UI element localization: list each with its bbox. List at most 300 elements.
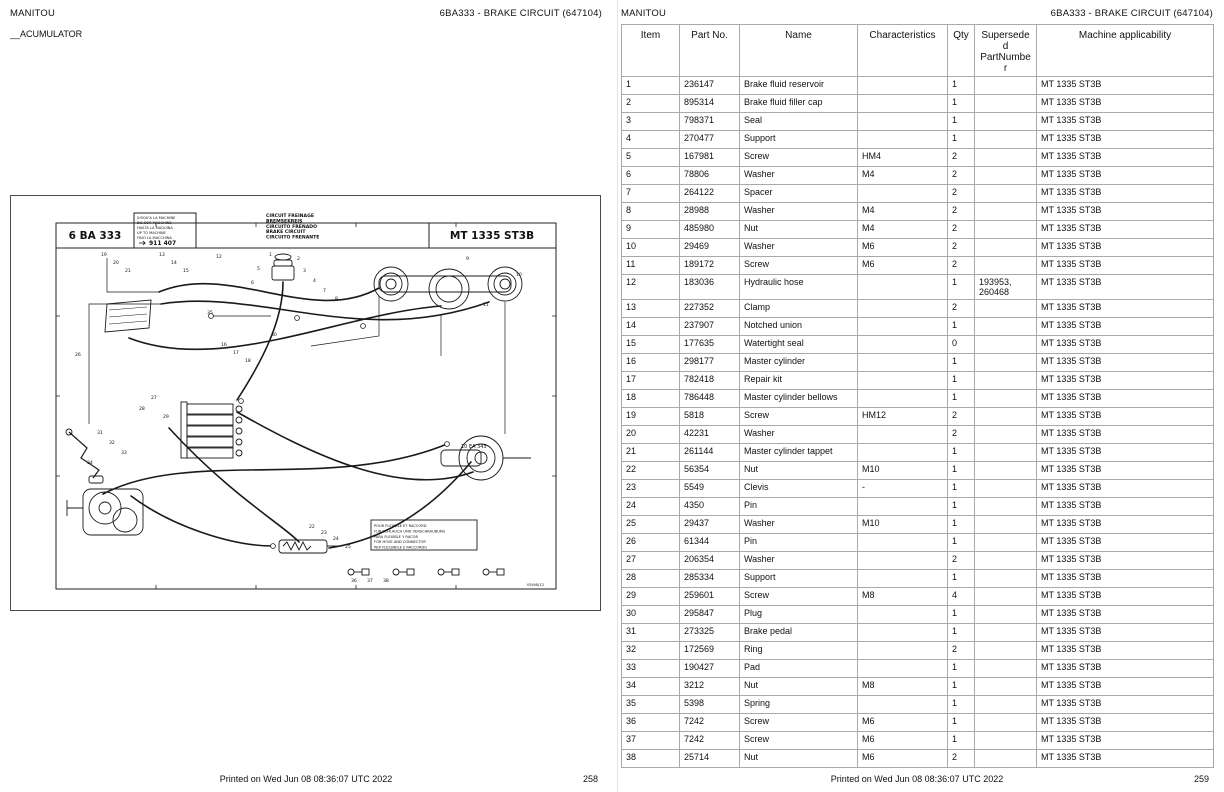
cell-part-no: 7242	[680, 714, 740, 732]
table-row	[622, 606, 1214, 624]
cell-qty: 2	[948, 221, 975, 239]
front-axle-figure	[374, 267, 522, 309]
table-row	[622, 318, 1214, 336]
cell-item: 11	[622, 257, 680, 275]
table-row	[622, 203, 1214, 221]
cell-qty: 1	[948, 516, 975, 534]
cell-item: 12	[622, 275, 680, 300]
cell-name: Nut	[740, 221, 858, 239]
cell-machine: MT 1335 ST3B	[1037, 131, 1214, 149]
cell-superseded	[975, 95, 1037, 113]
cell-qty: 1	[948, 354, 975, 372]
cell-machine: MT 1335 ST3B	[1037, 275, 1214, 300]
cell-characteristics: M4	[858, 203, 948, 221]
cell-characteristics: M6	[858, 257, 948, 275]
table-row	[622, 678, 1214, 696]
cell-characteristics	[858, 642, 948, 660]
cell-machine: MT 1335 ST3B	[1037, 149, 1214, 167]
cell-qty: 2	[948, 552, 975, 570]
parts-table-head	[622, 25, 1214, 77]
diagram-callout: 30	[271, 333, 277, 338]
cell-name: Screw	[740, 714, 858, 732]
cell-qty: 1	[948, 534, 975, 552]
table-row	[622, 534, 1214, 552]
diagram-callout: 18	[245, 359, 251, 364]
cell-characteristics	[858, 336, 948, 354]
cell-characteristics	[858, 300, 948, 318]
hose-lines	[103, 282, 489, 548]
cell-superseded	[975, 408, 1037, 426]
cell-superseded	[975, 642, 1037, 660]
cell-item: 14	[622, 318, 680, 336]
cell-superseded	[975, 131, 1037, 149]
serial-note-lines-line: JUSQU'A LA MACHINE	[137, 216, 176, 220]
cell-characteristics	[858, 275, 948, 300]
table-row	[622, 426, 1214, 444]
cell-item: 38	[622, 750, 680, 768]
doc-ref: 05/98/12	[527, 582, 545, 587]
cell-machine: MT 1335 ST3B	[1037, 732, 1214, 750]
cell-part-no: 786448	[680, 390, 740, 408]
cell-name: Screw	[740, 257, 858, 275]
cell-characteristics	[858, 131, 948, 149]
table-row	[622, 390, 1214, 408]
serial-note-lines-line: BIS DER MASCHINE	[137, 221, 172, 225]
cell-part-no: 261144	[680, 444, 740, 462]
cell-name: Ring	[740, 642, 858, 660]
cell-part-no: 895314	[680, 95, 740, 113]
serial-note-lines-line: FINO LA MACCHINA	[137, 236, 172, 240]
cell-characteristics: M4	[858, 167, 948, 185]
diagram-callout: 5	[257, 267, 260, 272]
cell-qty: 1	[948, 444, 975, 462]
cell-item: 26	[622, 534, 680, 552]
cell-characteristics	[858, 552, 948, 570]
pipe-lines	[89, 258, 505, 434]
col-superseded: Superseded PartNumber	[975, 25, 1037, 77]
table-row	[622, 354, 1214, 372]
diagram-code: 6 BA 333	[68, 230, 122, 242]
cell-qty: 1	[948, 570, 975, 588]
cell-qty: 2	[948, 167, 975, 185]
cell-characteristics	[858, 77, 948, 95]
cell-name: Washer	[740, 203, 858, 221]
table-row	[622, 570, 1214, 588]
table-row	[622, 462, 1214, 480]
cell-qty: 2	[948, 149, 975, 167]
cell-item: 29	[622, 588, 680, 606]
cell-item: 10	[622, 239, 680, 257]
fittings-strip	[348, 569, 504, 575]
cell-part-no: 4350	[680, 498, 740, 516]
cell-item: 18	[622, 390, 680, 408]
cell-name: Brake pedal	[740, 624, 858, 642]
cell-part-no: 190427	[680, 660, 740, 678]
cell-part-no: 29437	[680, 516, 740, 534]
diagram-callout: 37	[367, 579, 373, 584]
cell-name: Washer	[740, 239, 858, 257]
cell-qty: 2	[948, 239, 975, 257]
cell-part-no: 285334	[680, 570, 740, 588]
diagram-callout: 9	[466, 257, 469, 262]
diagram-title-lines-line: CIRCUITO FRENADO	[266, 224, 317, 230]
diagram-callout: 10	[516, 273, 522, 278]
diagram-callout: 16	[221, 343, 227, 348]
serial-ref: 911 407	[149, 240, 177, 247]
table-row	[622, 732, 1214, 750]
cell-characteristics	[858, 426, 948, 444]
cell-part-no: 29469	[680, 239, 740, 257]
table-row	[622, 149, 1214, 167]
cell-name: Spring	[740, 696, 858, 714]
cell-superseded	[975, 462, 1037, 480]
diagram-callout: 32	[109, 441, 115, 446]
table-row	[622, 167, 1214, 185]
cell-name: Spacer	[740, 185, 858, 203]
cell-name: Screw	[740, 149, 858, 167]
cell-item: 4	[622, 131, 680, 149]
hose-note-lines-line: FÜR SCHLAUCH UND VERSCHRAUBUNG	[374, 529, 446, 534]
cell-characteristics: M6	[858, 239, 948, 257]
cell-name: Brake fluid reservoir	[740, 77, 858, 95]
cell-machine: MT 1335 ST3B	[1037, 498, 1214, 516]
right-brand: MANITOU	[621, 8, 667, 19]
cell-machine: MT 1335 ST3B	[1037, 642, 1214, 660]
table-row	[622, 300, 1214, 318]
cell-part-no: 236147	[680, 77, 740, 95]
table-row	[622, 257, 1214, 275]
col-name: Name	[740, 25, 858, 77]
cell-item: 13	[622, 300, 680, 318]
diagram-callout: 17	[233, 351, 239, 356]
diagram-frame	[56, 213, 556, 589]
reservoir-figure	[272, 254, 294, 280]
cell-part-no: 25714	[680, 750, 740, 768]
page-divider	[617, 0, 618, 792]
diagram-callout: 31	[97, 431, 103, 436]
cell-part-no: 177635	[680, 336, 740, 354]
cell-superseded	[975, 390, 1037, 408]
cell-part-no: 5818	[680, 408, 740, 426]
cell-name: Screw	[740, 588, 858, 606]
cell-item: 2	[622, 95, 680, 113]
table-row	[622, 750, 1214, 768]
diagram-callout: 35	[207, 311, 213, 316]
cell-machine: MT 1335 ST3B	[1037, 113, 1214, 131]
cell-machine: MT 1335 ST3B	[1037, 570, 1214, 588]
serial-note-lines-line: HASTA LA MAQUINA	[137, 226, 173, 230]
table-row	[622, 498, 1214, 516]
diagram-callout: 2	[297, 257, 300, 262]
diagram-svg	[11, 196, 600, 610]
cell-name: Clamp	[740, 300, 858, 318]
cell-item: 3	[622, 113, 680, 131]
cell-item: 5	[622, 149, 680, 167]
cell-machine: MT 1335 ST3B	[1037, 221, 1214, 239]
cell-superseded	[975, 750, 1037, 768]
cell-part-no: 172569	[680, 642, 740, 660]
cell-superseded	[975, 606, 1037, 624]
hose-note-lines-line: FOR HOSE AND CONNECTOR	[374, 540, 426, 545]
cell-machine: MT 1335 ST3B	[1037, 714, 1214, 732]
frame-ticks	[56, 223, 556, 589]
cell-superseded	[975, 257, 1037, 275]
cell-characteristics: M10	[858, 516, 948, 534]
cell-part-no: 183036	[680, 275, 740, 300]
diagram-callout: 8	[335, 297, 338, 302]
cell-machine: MT 1335 ST3B	[1037, 534, 1214, 552]
cell-superseded	[975, 660, 1037, 678]
cell-part-no: 782418	[680, 372, 740, 390]
cell-item: 9	[622, 221, 680, 239]
cell-characteristics: M8	[858, 588, 948, 606]
cell-characteristics: M6	[858, 714, 948, 732]
cell-superseded	[975, 696, 1037, 714]
cell-part-no: 5549	[680, 480, 740, 498]
diagram-model: MT 1335 ST3B	[449, 230, 535, 242]
cell-item: 37	[622, 732, 680, 750]
cell-machine: MT 1335 ST3B	[1037, 444, 1214, 462]
col-machine: Machine applicability	[1037, 25, 1214, 77]
cell-characteristics	[858, 390, 948, 408]
cell-machine: MT 1335 ST3B	[1037, 678, 1214, 696]
cell-qty: 1	[948, 390, 975, 408]
left-page-title: 6BA333 - BRAKE CIRCUIT (647104)	[439, 8, 602, 19]
right-page-header	[621, 8, 1213, 19]
cell-qty: 2	[948, 203, 975, 221]
cell-part-no: 798371	[680, 113, 740, 131]
cell-superseded	[975, 714, 1037, 732]
cell-item: 17	[622, 372, 680, 390]
cell-part-no: 264122	[680, 185, 740, 203]
table-row	[622, 552, 1214, 570]
cell-superseded	[975, 167, 1037, 185]
cell-superseded	[975, 570, 1037, 588]
cell-name: Screw	[740, 408, 858, 426]
diagram-callout: 38	[383, 579, 389, 584]
axle-ref: 10 EA 345	[461, 444, 487, 450]
diagram-callout: 4	[313, 279, 316, 284]
cell-characteristics	[858, 444, 948, 462]
diagram-callout: 29	[163, 415, 169, 420]
cell-superseded: 193953, 260468	[975, 275, 1037, 300]
cell-characteristics	[858, 185, 948, 203]
diagram-callout: 14	[171, 261, 177, 266]
col-qty: Qty	[948, 25, 975, 77]
junction-clamps	[209, 314, 450, 549]
cell-characteristics	[858, 498, 948, 516]
table-row	[622, 275, 1214, 300]
table-row	[622, 408, 1214, 426]
cell-machine: MT 1335 ST3B	[1037, 185, 1214, 203]
cell-machine: MT 1335 ST3B	[1037, 390, 1214, 408]
cell-part-no: 237907	[680, 318, 740, 336]
cell-item: 8	[622, 203, 680, 221]
cell-qty: 4	[948, 588, 975, 606]
diagram-callout: 13	[159, 253, 165, 258]
table-row	[622, 113, 1214, 131]
cell-item: 31	[622, 624, 680, 642]
cell-item: 19	[622, 408, 680, 426]
cell-part-no: 167981	[680, 149, 740, 167]
serial-note-lines	[136, 216, 176, 240]
cell-characteristics: M8	[858, 678, 948, 696]
cell-item: 16	[622, 354, 680, 372]
cell-name: Pin	[740, 498, 858, 516]
cell-superseded	[975, 534, 1037, 552]
cell-superseded	[975, 77, 1037, 95]
cell-characteristics	[858, 624, 948, 642]
cell-part-no: 28988	[680, 203, 740, 221]
serial-arrow-icon	[139, 241, 145, 245]
cell-machine: MT 1335 ST3B	[1037, 696, 1214, 714]
table-row	[622, 516, 1214, 534]
cell-qty: 1	[948, 624, 975, 642]
cell-qty: 1	[948, 113, 975, 131]
cell-name: Repair kit	[740, 372, 858, 390]
id-plate-figure	[105, 300, 151, 332]
table-row	[622, 696, 1214, 714]
diagram-callout: 19	[101, 253, 107, 258]
cell-superseded	[975, 426, 1037, 444]
cell-machine: MT 1335 ST3B	[1037, 300, 1214, 318]
cell-characteristics	[858, 606, 948, 624]
cell-machine: MT 1335 ST3B	[1037, 624, 1214, 642]
cell-part-no: 189172	[680, 257, 740, 275]
parts-table	[621, 24, 1214, 768]
cell-part-no: 42231	[680, 426, 740, 444]
diagram-callout: 33	[121, 451, 127, 456]
diagram-callouts	[75, 252, 522, 584]
right-page-number: 259	[1193, 774, 1209, 784]
cell-name: Master cylinder tappet	[740, 444, 858, 462]
diagram-callout: 15	[183, 269, 189, 274]
diagram-callout: 27	[151, 396, 157, 401]
cell-qty: 1	[948, 372, 975, 390]
cell-superseded	[975, 203, 1037, 221]
cell-superseded	[975, 624, 1037, 642]
cell-superseded	[975, 678, 1037, 696]
cell-item: 30	[622, 606, 680, 624]
table-row	[622, 660, 1214, 678]
cell-item: 34	[622, 678, 680, 696]
diagram-title-lines-line: CIRCUIT FREINAGE	[266, 214, 314, 219]
cell-name: Brake fluid filler cap	[740, 95, 858, 113]
cell-machine: MT 1335 ST3B	[1037, 77, 1214, 95]
cell-machine: MT 1335 ST3B	[1037, 318, 1214, 336]
cell-superseded	[975, 732, 1037, 750]
cell-machine: MT 1335 ST3B	[1037, 203, 1214, 221]
cell-machine: MT 1335 ST3B	[1037, 354, 1214, 372]
cell-characteristics: M10	[858, 462, 948, 480]
diagram-callout: 7	[323, 289, 326, 294]
cell-item: 28	[622, 570, 680, 588]
cell-part-no: 273325	[680, 624, 740, 642]
cell-superseded	[975, 239, 1037, 257]
cell-item: 7	[622, 185, 680, 203]
cell-item: 20	[622, 426, 680, 444]
cell-machine: MT 1335 ST3B	[1037, 95, 1214, 113]
cell-item: 24	[622, 498, 680, 516]
cell-superseded	[975, 516, 1037, 534]
diagram-callout: 23	[321, 531, 327, 536]
cell-qty: 1	[948, 462, 975, 480]
right-printed-timestamp: Printed on Wed Jun 08 08:36:07 UTC 2022	[830, 774, 1004, 784]
cell-qty: 1	[948, 498, 975, 516]
cell-machine: MT 1335 ST3B	[1037, 588, 1214, 606]
cell-part-no: 485980	[680, 221, 740, 239]
diagram-callout: 6	[251, 281, 254, 286]
cell-name: Master cylinder bellows	[740, 390, 858, 408]
cell-machine: MT 1335 ST3B	[1037, 257, 1214, 275]
cell-characteristics	[858, 570, 948, 588]
diagram-callout: 26	[75, 353, 81, 358]
cell-name: Support	[740, 131, 858, 149]
cell-item: 33	[622, 660, 680, 678]
cell-characteristics: M6	[858, 732, 948, 750]
cell-characteristics	[858, 372, 948, 390]
diagram-title-lines-line: BRAKE CIRCUIT	[266, 230, 306, 236]
diagram-callout: 36	[351, 579, 357, 584]
diagram-callout: 11	[483, 303, 489, 308]
table-row	[622, 372, 1214, 390]
cell-machine: MT 1335 ST3B	[1037, 552, 1214, 570]
cell-machine: MT 1335 ST3B	[1037, 408, 1214, 426]
cell-machine: MT 1335 ST3B	[1037, 462, 1214, 480]
hose-note-lines-line: PER FLESSIBILE E RACCORDO	[374, 545, 428, 550]
table-row	[622, 185, 1214, 203]
cell-item: 15	[622, 336, 680, 354]
left-printed-timestamp: Printed on Wed Jun 08 08:36:07 UTC 2022	[219, 774, 393, 784]
diagram-title-lines-line: CIRCUITO FRENANTE	[266, 235, 320, 241]
table-row	[622, 714, 1214, 732]
cell-qty: 0	[948, 336, 975, 354]
cell-characteristics	[858, 95, 948, 113]
cell-part-no: 5398	[680, 696, 740, 714]
cell-qty: 1	[948, 696, 975, 714]
parts-table-body	[622, 77, 1214, 768]
diagram-callout: 1	[269, 253, 272, 258]
hose-note-lines-line: PARA FLEXIBLE Y RACOR	[374, 534, 419, 539]
cell-qty: 2	[948, 426, 975, 444]
cell-qty: 1	[948, 678, 975, 696]
cell-machine: MT 1335 ST3B	[1037, 426, 1214, 444]
cell-name: Pin	[740, 534, 858, 552]
cell-superseded	[975, 552, 1037, 570]
cell-machine: MT 1335 ST3B	[1037, 336, 1214, 354]
cell-superseded	[975, 444, 1037, 462]
cell-superseded	[975, 480, 1037, 498]
diagram-callout: 34	[87, 461, 93, 466]
cell-item: 36	[622, 714, 680, 732]
cell-superseded	[975, 588, 1037, 606]
diagram-callout: 3	[303, 269, 306, 274]
cell-part-no: 78806	[680, 167, 740, 185]
col-characteristics: Characteristics	[858, 25, 948, 77]
cell-part-no: 206354	[680, 552, 740, 570]
cell-name: Washer	[740, 426, 858, 444]
cell-characteristics	[858, 318, 948, 336]
diagram-callout: 24	[333, 537, 339, 542]
cell-characteristics: -	[858, 480, 948, 498]
cell-superseded	[975, 318, 1037, 336]
cell-superseded	[975, 336, 1037, 354]
hose-note-lines	[374, 524, 446, 550]
table-row	[622, 336, 1214, 354]
diagram-callout: 21	[125, 269, 131, 274]
cell-name: Pad	[740, 660, 858, 678]
cell-qty: 1	[948, 606, 975, 624]
